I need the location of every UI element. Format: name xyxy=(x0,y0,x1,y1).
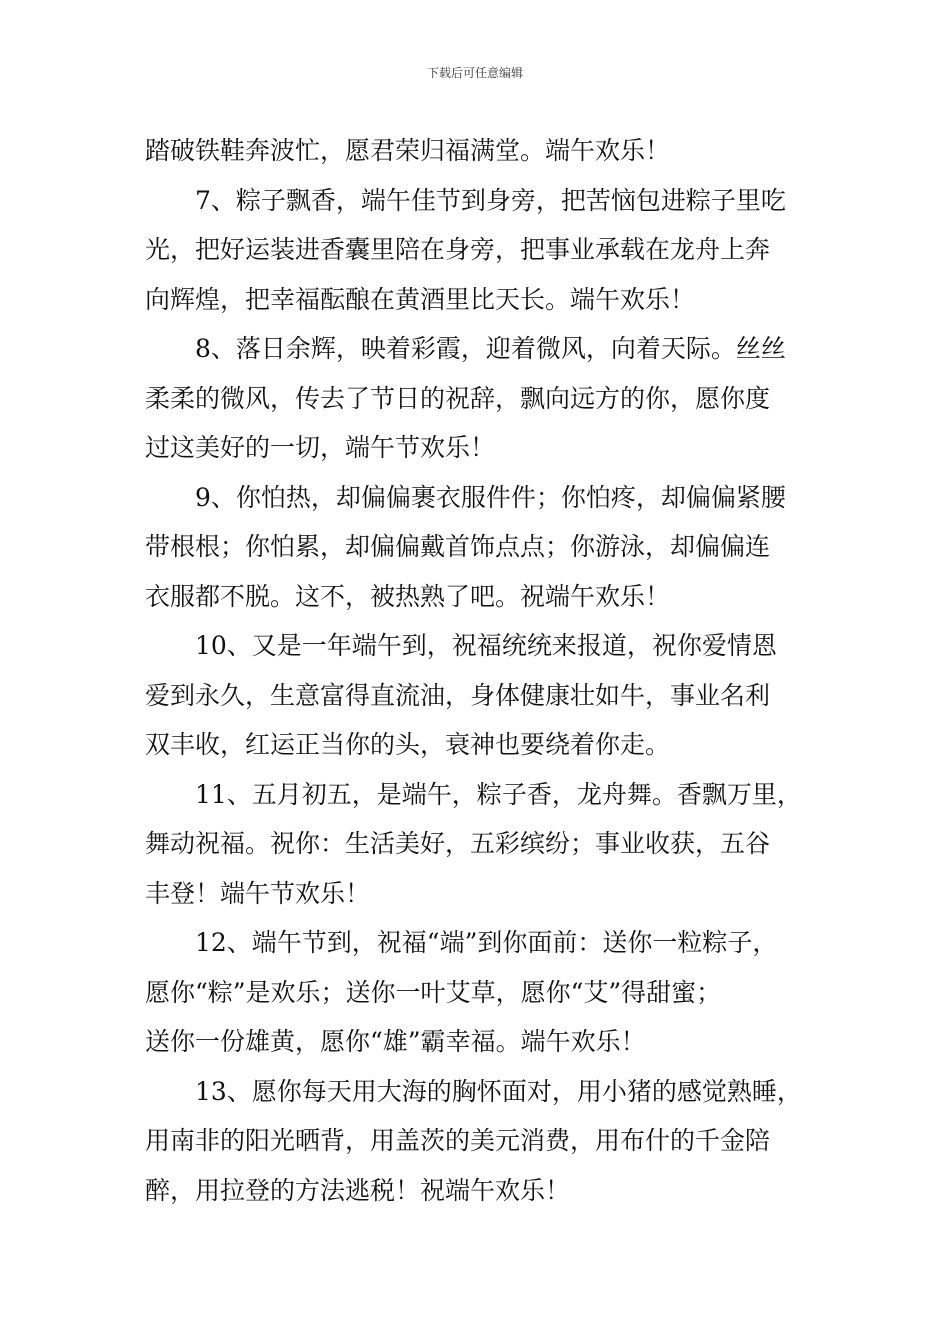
text-line: 丰登！端午节欢乐！ xyxy=(145,878,371,908)
page-header-note: 下载后可任意编辑 xyxy=(426,66,523,80)
text-line: 双丰收，红运正当你的头，衰神也要绕着你走。 xyxy=(145,730,671,759)
paragraph-start-line: 8、落日余辉，映着彩霞，迎着微风，向着天际。丝丝 xyxy=(195,334,786,363)
paragraph-start-line: 12、端午节到，祝福“端”到你面前：送你一粒粽子， xyxy=(195,928,778,957)
text-line: 向辉煌，把幸福酝酿在黄酒里比天长。端午欢乐！ xyxy=(145,284,696,314)
paragraph-start-line: 13、愿你每天用大海的胸怀面对，用小猪的感觉熟睡， xyxy=(195,1076,802,1106)
text-line: 衣服都不脱。这不，被热熟了吧。祝端午欢乐！ xyxy=(145,581,671,611)
text-line: 愿你“粽”是欢乐；送你一叶艾草，愿你“艾”得甜蜜； xyxy=(145,977,722,1007)
text-line: 用南非的阳光晒背，用盖茨的美元消费，用布什的千金陪 xyxy=(145,1126,771,1155)
text-line: 送你一份雄黄，愿你“雄”霸幸福。端午欢乐！ xyxy=(145,1027,646,1056)
text-line: 爱到永久，生意富得直流油，身体健康壮如牛，事业名利 xyxy=(145,680,771,710)
text-line: 光，把好运装进香囊里陪在身旁，把事业承载在龙舟上奔 xyxy=(145,235,771,264)
text-line: 踏破铁鞋奔波忙，愿君荣归福满堂。端午欢乐！ xyxy=(145,136,671,165)
text-line: 醉，用拉登的方法逃税！祝端午欢乐！ xyxy=(145,1175,571,1205)
paragraph-start-line: 7、粽子飘香，端午佳节到身旁，把苦恼包进粽子里吃 xyxy=(195,185,786,215)
document-body xyxy=(145,126,810,1215)
paragraph-start-line: 10、又是一年端午到，祝福统统来报道，祝你爱情恩 xyxy=(195,631,777,660)
text-line: 过这美好的一切，端午节欢乐！ xyxy=(145,433,496,462)
text-line: 柔柔的微风，传去了节日的祝辞，飘向远方的你，愿你度 xyxy=(145,383,771,413)
paragraph-start-line: 11、五月初五，是端午，粽子香，龙舟舞。香飘万里， xyxy=(195,779,802,809)
paragraph-start-line: 9、你怕热，却偏偏裹衣服件件；你怕疼，却偏偏紧腰 xyxy=(195,482,786,512)
text-line: 带根根；你怕累，却偏偏戴首饰点点；你游泳，却偏偏连 xyxy=(145,532,771,561)
text-line: 舞动祝福。祝你：生活美好，五彩缤纷；事业收获，五谷 xyxy=(145,829,771,858)
